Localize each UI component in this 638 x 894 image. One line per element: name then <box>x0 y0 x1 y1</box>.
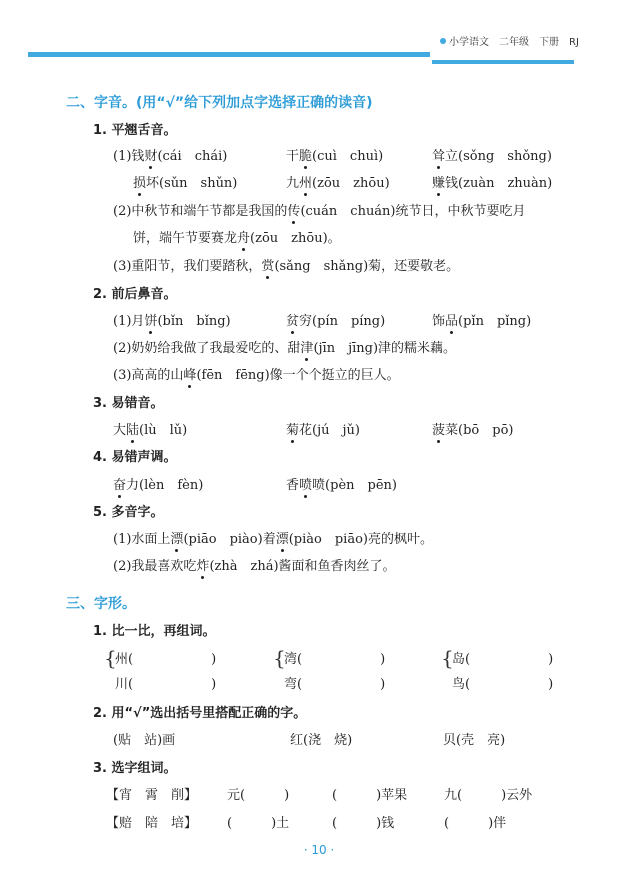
brace-1: { <box>104 646 117 670</box>
r1-word3: 九( )云外 <box>444 788 533 803</box>
q3-title: 3. 易错音。 <box>93 396 164 411</box>
q5-sentence1: (1)水面上漂(piāo piào)着漂(piào piāo)亮的枫叶。 <box>113 528 433 547</box>
q2-title: 2. 前后鼻音。 <box>93 287 177 302</box>
q1-sentence2-line2: 饼，端午节要赛龙舟(zōu zhōu)。 <box>133 227 341 246</box>
s3-q3-title: 3. 选字组词。 <box>93 761 177 776</box>
header-info <box>440 33 579 48</box>
page-number: · 10 · <box>303 843 335 857</box>
q5-sentence2: (2)我最喜欢吃炸(zhà zhá)酱面和鱼香肉丝了。 <box>113 555 396 574</box>
r2-options: 【赔 陪 培】 <box>106 816 198 831</box>
q3-item3: 菠菜(bō pō) <box>432 419 513 438</box>
s3-q1-title: 1. 比一比，再组词。 <box>93 624 216 639</box>
q2-item1: (1)月饼(bǐn bǐng) <box>113 310 231 329</box>
s3-q2-title: 2. 用“√”选出括号里搭配正确的字。 <box>93 706 307 721</box>
header-edition: RJ <box>569 37 579 48</box>
section3-title: 三、字形。 <box>66 596 136 612</box>
header-subject: 小学语文 <box>449 37 489 48</box>
q4-item2: 香喷喷(pèn pēn) <box>286 474 397 493</box>
q5-title: 5. 多音字。 <box>93 505 164 520</box>
r2-word3: ( )伴 <box>444 816 507 831</box>
r1-word1: 元( ) <box>227 788 290 803</box>
r1-options: 【宵 霄 削】 <box>106 788 198 803</box>
r2-word2: ( )钱 <box>332 816 395 831</box>
q3-item2: 菊花(jú jǔ) <box>286 419 360 438</box>
q2-sentence2: (2)奶奶给我做了我最爱吃的、甜津(jīn jīng)津的糯米藕。 <box>113 337 456 356</box>
pair1-b: 川( ) <box>115 677 217 692</box>
q1-item6: 赚钱(zuàn zhuàn) <box>432 172 552 191</box>
section2-title: 二、字音。(用“√”给下列加点字选择正确的读音) <box>66 95 373 111</box>
q4-title: 4. 易错声调。 <box>93 450 177 465</box>
r1-word2: ( )苹果 <box>332 788 408 803</box>
pair2-a: 湾( ) <box>284 652 386 667</box>
q4-item1: 奋力(lèn fèn) <box>113 474 203 493</box>
brace-3: { <box>441 646 454 670</box>
q1-item2: 干脆(cuì chuì) <box>286 145 383 164</box>
pair3-b: 鸟( ) <box>452 677 554 692</box>
q1-title: 1. 平翘舌音。 <box>93 123 177 138</box>
pair3-a: 岛( ) <box>452 652 554 667</box>
pair1-a: 州( ) <box>115 652 217 667</box>
choice-2: 红(浇 烧) <box>290 733 353 748</box>
choice-1: (贴 站)画 <box>113 733 176 748</box>
header-term: 下册 <box>539 37 559 48</box>
header-grade: 二年级 <box>499 37 529 48</box>
q2-sentence3: (3)高高的山峰(fēn fēng)像一个个挺立的巨人。 <box>113 364 400 383</box>
q1-sentence3: (3)重阳节，我们要踏秋，赏(sǎng shǎng)菊，还要敬老。 <box>113 255 459 274</box>
q3-item1: 大陆(lù lǔ) <box>113 419 187 438</box>
q1-sentence2-line1: (2)中秋节和端午节都是我国的传(cuán chuán)统节日，中秋节要吃月 <box>113 200 526 219</box>
header-rule <box>28 52 430 57</box>
q1-item1: (1)钱财(cái chái) <box>113 145 227 164</box>
q1-item5: 九州(zōu zhōu) <box>286 172 390 191</box>
bullet-dot-icon <box>440 38 446 44</box>
brace-2: { <box>273 646 286 670</box>
q2-item3: 饰品(pǐn pǐng) <box>432 310 531 329</box>
q1-item4: 损坏(sǔn shǔn) <box>133 172 237 191</box>
q1-item3: 耸立(sǒng shǒng) <box>432 145 552 164</box>
q2-item2: 贫穷(pín píng) <box>286 310 385 329</box>
header-rule-right <box>432 60 574 64</box>
pair2-b: 弯( ) <box>284 677 386 692</box>
choice-3: 贝(壳 亮) <box>443 733 506 748</box>
r2-word1: ( )土 <box>227 816 290 831</box>
